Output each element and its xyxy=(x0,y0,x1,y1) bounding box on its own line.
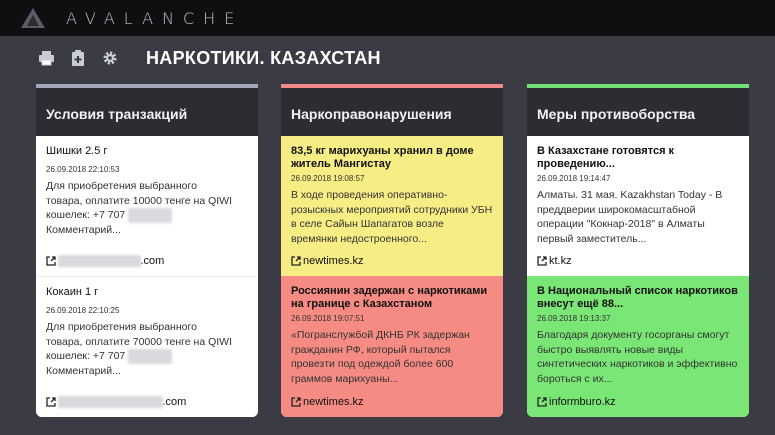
card-phone-line xyxy=(46,208,248,223)
transaction-card[interactable] xyxy=(36,136,258,276)
column-transactions xyxy=(36,84,258,417)
redacted-phone xyxy=(128,349,172,364)
card-body: Алматы. 31 мая. Kazakhstan Today - В преддверии широкомасштабной операции "Кокнар-2018" в Алматы первый заместитель... xyxy=(537,189,723,245)
print-icon xyxy=(38,50,55,66)
card-title: 83,5 кг марихуаны хранил в доме житель Мангистау xyxy=(291,145,474,170)
external-link-icon xyxy=(537,256,547,266)
transaction-card[interactable] xyxy=(36,276,258,417)
redacted-domain xyxy=(58,396,163,408)
card-source-link[interactable] xyxy=(291,396,364,408)
card-source-link[interactable] xyxy=(537,255,572,267)
news-card[interactable] xyxy=(281,276,503,417)
news-card[interactable] xyxy=(527,136,749,276)
external-link-icon xyxy=(291,397,301,407)
column-title: Меры противоборства xyxy=(537,106,696,122)
card-comment: Комментарий... xyxy=(46,223,121,236)
column-countermeasures xyxy=(527,84,749,417)
card-body-line: товара, оплатите 10000 тенге на QIWI xyxy=(46,194,232,207)
link-text: informburo.kz xyxy=(549,396,616,408)
app-logo-text: AVALANCHE xyxy=(66,9,244,28)
external-link-icon xyxy=(291,256,301,266)
card-timestamp: 26.09.2018 22:10:25 xyxy=(46,306,120,315)
card-title: Россиянин задержан с наркотиками на границе с Казахстаном xyxy=(291,285,488,310)
add-report-button[interactable] xyxy=(68,48,88,68)
card-timestamp: 26.09.2018 19:13:37 xyxy=(537,314,611,323)
card-body-line: Для приобретения выбранного xyxy=(46,180,197,192)
card-title: В Казахстане готовятся к проведению... xyxy=(537,145,675,170)
card-source-link[interactable] xyxy=(46,396,186,408)
card-timestamp: 26.09.2018 22:10:53 xyxy=(46,165,120,174)
link-suffix: .com xyxy=(162,396,187,408)
toolbar xyxy=(36,46,120,70)
settings-button[interactable] xyxy=(100,48,120,68)
card-title: Шишки 2.5 г xyxy=(46,145,108,157)
link-text: newtimes.kz xyxy=(303,396,364,408)
column-header xyxy=(527,84,749,136)
phone-prefix: кошелек: +7 707 xyxy=(46,350,126,362)
top-bar xyxy=(0,0,775,36)
card-body: В ходе проведения оперативно-розыскных мероприятий сотрудники УБН в селе Сайын Шапагатов возле времянки недостроенного... xyxy=(291,189,493,245)
news-card[interactable] xyxy=(281,136,503,276)
card-title: Кокаин 1 г xyxy=(46,286,99,298)
print-button[interactable] xyxy=(36,48,56,68)
card-body: Благодаря документу госорганы смогут быстро выявлять новые виды синтетических наркотиков и эффективно бороться с их... xyxy=(537,329,738,385)
clipboard-add-icon xyxy=(71,50,85,67)
external-link-icon xyxy=(537,397,547,407)
card-source-link[interactable] xyxy=(46,255,164,267)
link-text: kt.kz xyxy=(549,255,572,267)
card-timestamp: 26.09.2018 19:08:57 xyxy=(291,174,365,183)
phone-prefix: кошелек: +7 707 xyxy=(46,209,126,221)
card-timestamp: 26.09.2018 19:07:51 xyxy=(291,314,365,323)
column-header xyxy=(36,84,258,136)
card-phone-line xyxy=(46,349,248,364)
card-body: «Погранслужбой ДКНБ РК задержан гражданин РФ, который пытался провезти под одеждой более 600 граммов марихуаны... xyxy=(291,329,470,385)
column-title: Наркоправонарушения xyxy=(291,106,452,122)
card-source-link[interactable] xyxy=(537,396,616,408)
column-accent-bar xyxy=(281,84,503,88)
redacted-domain xyxy=(58,255,141,267)
page-title: НАРКОТИКИ. КАЗАХСТАН xyxy=(146,48,381,68)
column-offenses xyxy=(281,84,503,417)
news-card[interactable] xyxy=(527,276,749,417)
card-title: В Национальный список наркотиков внесут ещё 88... xyxy=(537,285,738,310)
card-body xyxy=(46,179,248,237)
column-accent-bar xyxy=(36,84,258,88)
gear-icon xyxy=(102,50,118,66)
card-source-link[interactable] xyxy=(291,255,364,267)
redacted-phone xyxy=(128,208,172,223)
link-suffix: .com xyxy=(140,255,165,267)
card-body xyxy=(46,320,248,378)
card-body-line: товара, оплатите 70000 тенге на QIWI xyxy=(46,335,232,348)
link-text: newtimes.kz xyxy=(303,255,364,267)
column-title: Условия транзакций xyxy=(46,106,188,122)
column-accent-bar xyxy=(527,84,749,88)
external-link-icon xyxy=(46,256,56,266)
avalanche-logo-icon xyxy=(18,6,48,30)
external-link-icon xyxy=(46,397,56,407)
card-comment: Комментарий... xyxy=(46,364,121,377)
card-body-line: Для приобретения выбранного xyxy=(46,321,197,333)
card-timestamp: 26.09.2018 19:14:47 xyxy=(537,174,611,183)
column-header xyxy=(281,84,503,136)
